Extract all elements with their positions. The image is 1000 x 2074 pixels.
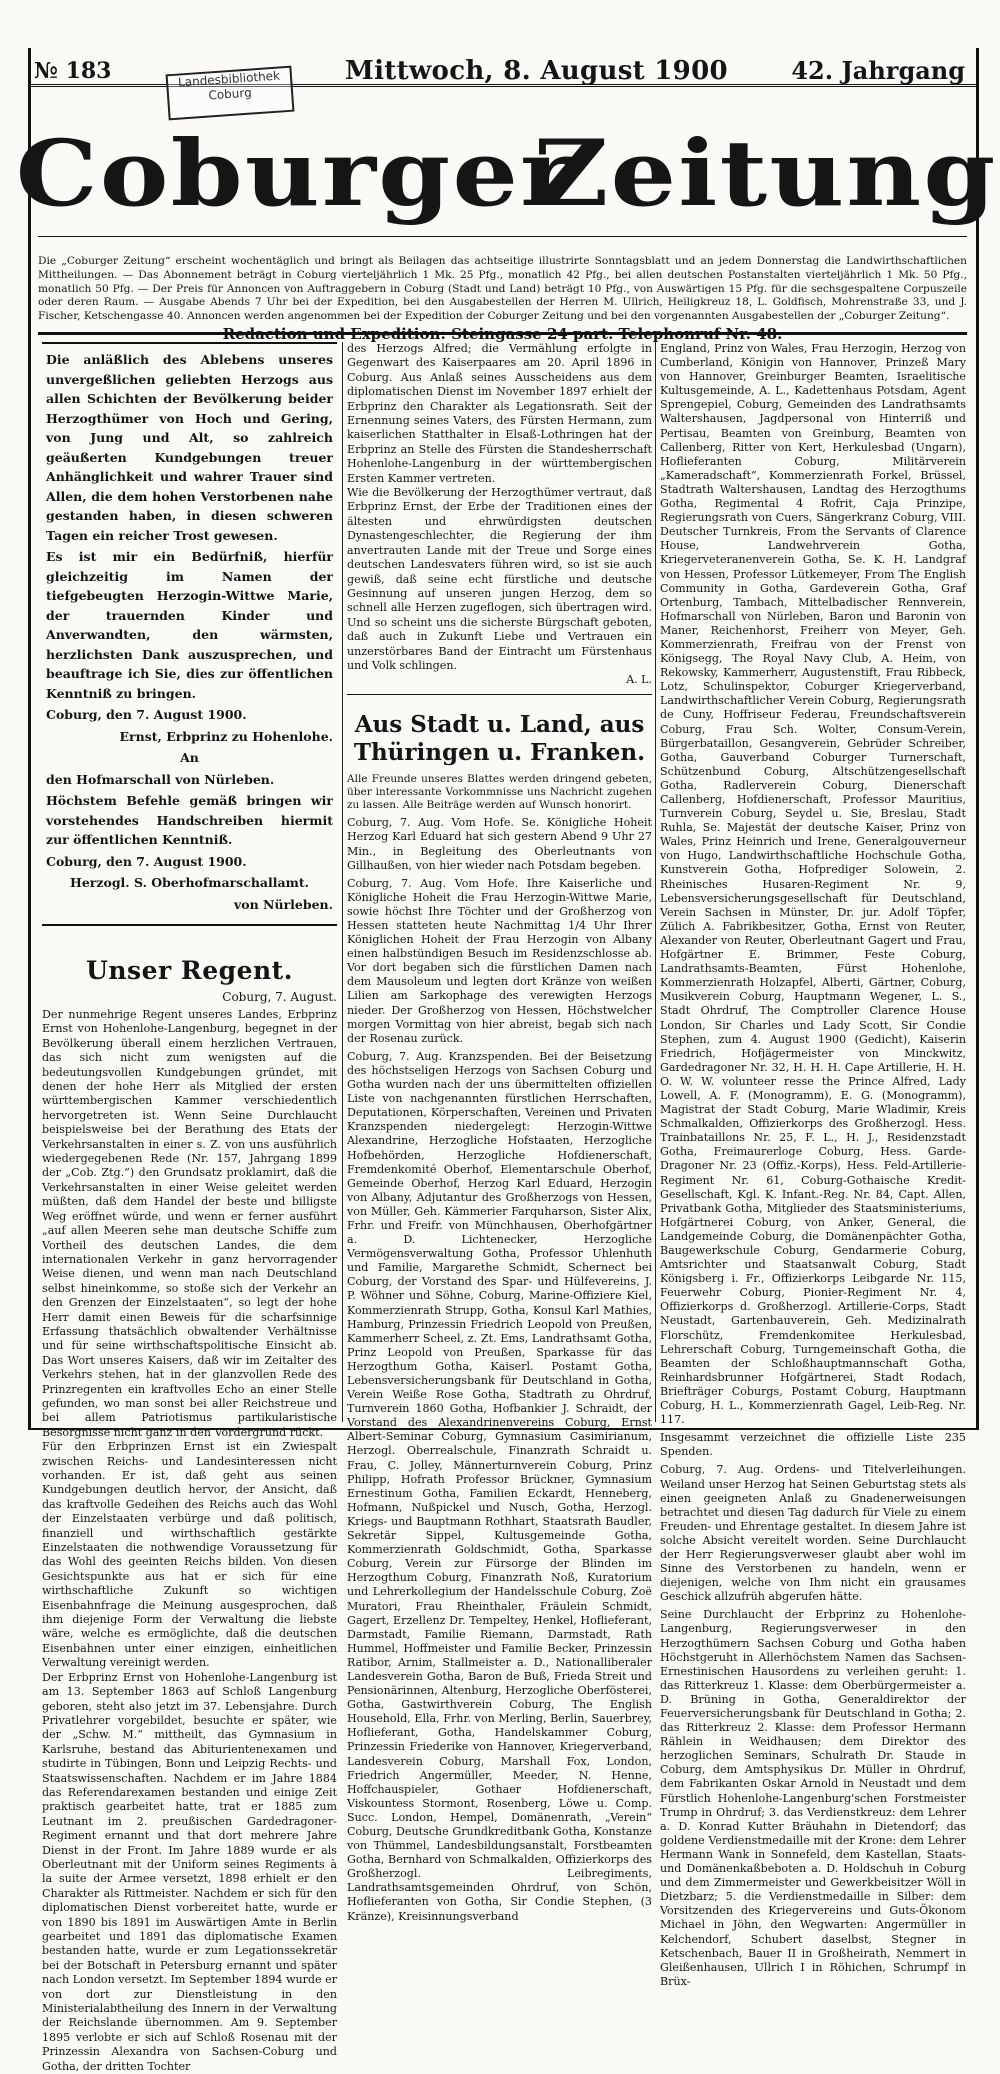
column-divider-1 — [342, 342, 343, 1422]
editorial-address: Redaction und Expedition: Steingasse 24 part. Telephonruf Nr. 48. — [222, 324, 783, 343]
subscription-text: Die „Coburger Zeitung“ erscheint wochentäglich und bringt als Beilagen das achtseitige illustrirte Sonntagsblatt und an jedem Donnerstag die Landwirthschaftlichen Mittheilungen. — Das Abonnement beträgt in Coburg vierteljährlich 1 Mk. 25 Pfg., monatlich 42 Pfg., bei allen deutschen Postanstalten vierteljährlich 1 Mk. 50 Pfg., monatlich 50 Pfg. — Der Preis für Annoncen von Auftraggebern in Coburg (Stadt und Land) beträgt 10 Pfg., von Auswärtigen 15 Pfg. für die sechsgespaltene Corpuszeile oder deren Raum. — Ausgabe Abends 7 Uhr bei der Expedition, bei den Ausgabestellen der Herren M. Ullrich, Heiligkreuz 18, L. Goldfisch, Mohrenstraße 33, und J. Fischer, Ketschengasse 40. Annoncen werden angenommen bei der Expedition der Coburger Zeitung und bei den vorgenannten Ausgabestellen der „Coburger Zeitung“. — [38, 255, 967, 323]
official-announcement — [42, 342, 337, 926]
column-3 — [660, 342, 966, 1988]
article-paragraph-3: Der Erbprinz Ernst von Hohenlohe-Langenburg ist am 13. September 1863 auf Schloß Langenburg geboren, steht also jetzt im 37. Lebensjahre. Durch Privatlehrer vorgebildet, besuchte er später, wie der „Schw. M.“ mittheilt, das Gymnasium in Karlsruhe, bestand das Abiturientenexamen und studirte in Tübingen, Bonn und Leipzig Rechts- und Staatswissenschaften. Nachdem er im Jahre 1884 das Referendarexamen bestanden und einige Zeit praktisch gearbeitet hatte, trat er 1885 zum Leutnant im 2. preußischen Gardedragoner-Regiment ernannt und that dort mehrere Jahre Dienst in der Front. Im Jahre 1889 wurde er als Oberleutnant mit der Uniform seines Regiments à la suite der Armee versetzt, 1898 erhielt er den Charakter als Rittmeister. Nachdem er sich für den diplomatischen Dienst vorbereitet hatte, wurde er von 1890 bis 1891 im Auswärtigen Amte in Berlin gearbeitet und 1891 das diplomatische Examen bestanden hatte, wurde er zum Legationssekretär bei der Botschaft in Petersburg ernannt und später nach London versetzt. Im September 1894 wurde er von dort zur Dienstleistung in den Ministerialabtheilung des Innern in der Verwaltung der Reichslande übernommen. Am 9. September 1895 verlobte er sich auf Schloß Rosenau mit der Prinzessin Alexandra von Sachsen-Coburg und Gotha, der dritten Tochter — [42, 1670, 337, 2073]
stamp-line-1: Landesbibliothek — [177, 68, 281, 90]
title-left: Coburger — [15, 121, 577, 227]
announcement-date-1: Coburg, den 7. August 1900. — [46, 707, 247, 722]
local-news-heading: Aus Stadt u. Land, aus Thüringen u. Franken. — [353, 711, 646, 767]
announcement-paragraph-2: Es ist mir ein Bedürfniß, hierfür gleichzeitig im Namen der tiefgebeugten Herzogin-Wittwe Marie, der trauernden Kinder und Anverwandten, den wärmsten, herzlichsten Dank auszusprechen, und beauftrage ich Sie, dies zur öffentlichen Kenntniß zu bringen. — [46, 549, 333, 701]
news-item-court-2: Coburg, 7. Aug. Vom Hofe. Ihre Kaiserliche und Königliche Hoheit die Frau Herzogin-Wittwe Marie, sowie höchst Ihre Töchter und der Großherzog von Hessen statteten heute Nachmittag 1/4 Uhr Ihrer Königlichen Hoheit der Frau Herzogin von Albany einen halbstündigen Besuch im Residenzschlosse ab. Vor dort begaben sich die fürstlichen Damen nach dem Mausoleum und legten dort Kränze von weißen Lilien am Sarkophage des verewigten Herzogs nieder. Der Großherzog von Hessen, Höchstwelcher morgen Vormittag von hier abreist, begab sich nach der Rosenau zurück. — [347, 876, 652, 1045]
article-paragraph-1: Der nunmehrige Regent unseres Landes, Erbprinz Ernst von Hohenlohe-Langenburg, begegnet in der Bevölkerung überall einem herzlichen Vertrauen, das sich nicht zum wenigsten auf die bedeutungsvollen Kundgebungen gründet, mit denen der hohe Herr als Mitglied der ersten württembergischen Kammer verschiedentlich hervorgetreten ist. Wenn Seine Durchlaucht beispielsweise bei der Berathung des Etats der Verkehrsanstalten in einer s. Z. von uns ausführlich wiedergegebenen Rede (Nr. 157, Jahrgang 1899 der „Cob. Ztg.“) den Grundsatz proklamirt, daß die Verkehrsanstalten in einer Weise geleitet werden müßten, daß dem Handel der beste und billigste Weg eröffnet würde, und wenn er ferner ausführt „auf allen Meeren sehe man deutsche Schiffe zum Vortheil des deutschen Landes, die dem internationalen Verkehr in ganz hervorragender Weise dienen, und wenn man nach Deutschland selbst hineinkomme, so stoße sich der Verkehr an den Grenzen der Einzelstaaten“, so legt der hohe Herr damit einen Beweis für die scharfsinnige Erfassung thatsächlich obwaltender Verhältnisse und für seine wirthschaftspolitische Einsicht ab. Das Wort unseres Kaisers, daß wir im Zeitalter des Verkehrs stehen, hat in der glanzvollen Rede des Prinzregenten ein kraftvolles Echo an einer Stelle gefunden, wo man sonst bei aller Reichstreue und bei allem Patriotismus partikularistische Besorgnisse nicht ganz in den Vordergrund rückt. — [42, 1008, 337, 1439]
article-continuation-1: des Herzogs Alfred; die Vermählung erfolgte in Gegenwart des Kaiserpaares am 20. April 1896 in Coburg. Aus Anlaß seines Ausscheidens aus dem diplomatischen Dienst im November 1897 erhielt der Erbprinz den Charakter als Legationsrath. Seit der Ernennung seines Vaters, des Fürsten Hermann, zum kaiserlichen Statthalter in Elsaß-Lothringen hat der Erbprinz an Stelle des Fürsten die Standesherrschaft Hohenlohe-Langenburg in der württembergischen Ersten Kammer vertreten. — [347, 342, 652, 485]
news-item-wreaths: Coburg, 7. Aug. Kranzspenden. Bei der Beisetzung des höchstseligen Herzogs von Sachsen Coburg und Gotha wurden nach der uns übermittelten offiziellen Liste von nachgenannten fürstlichen Herrschaften, Deputationen, Körperschaften, Vereinen und Privaten Kranzspenden niedergelegt: Herzogin-Wittwe Alexandrine, Herzogliche Hofstaaten, Herzogliche Hofbehörden, Herzogliche Hofdienerschaft, Fremdenkomité Oberhof, Elementarschule Oberhof, Gemeinde Oberhof, Herzog Karl Eduard, Herzogin von Albany, Adjutantur des Großherzogs von Hessen, von Müller, Geh. Kämmerier Farquharson, Sister Alix, Frhr. und Freifr. von Münchhausen, Oberhofgärtner a. D. Lichtenecker, Herzogliche Vermögensverwaltung Gotha, Professor Uhlenhuth und Familie, Margarethe Schmidt, Schernect bei Coburg, der Vorstand des Spar- und Hülfevereins, J. P. Wöhner und Söhne, Coburg, Marine-Offiziere Kiel, Kommerzienrath Strupp, Gotha, Konsul Karl Mathies, Hamburg, Prinzessin Friedrich Leopold von Preußen, Kammerherr Scheel, z. Zt. Ems, Landrathsamt Gotha, Prinz Leopold von Preußen, Sparkasse für das Herzogthum Gotha, Kaiserl. Postamt Gotha, Lebensversicherungsbank für Deutschland in Gotha, Verein Weiße Rose Gotha, Stadtrath zu Ohrdruf, Turnverein 1860 Gotha, Hofbankier J. Schraidt, der Vorstand des Alexandrinenvereins Coburg, Ernst Albert-Seminar Coburg, Gymnasium Casimirianum, Herzogl. Oberrealschule, Finanzrath Schraidt u. Frau, C. Jolley, Männerturnverein Coburg, Prinz Philipp, Hofrath Professor Brückner, Gymnasium Ernestinum Gotha, Familien Eckardt, Henneberg, Hofmann, Nußpickel und Nusch, Gotha, Herzogl. Kriegs- und Bauptmann Rothhart, Staatsrath Baudler, Sekretär Sippel, Kultusgemeinde Gotha, Kommerzienrath Goldschmidt, Gotha, Sparkasse Coburg, Verein zur Fürsorge der Blinden im Herzogthum Coburg, Finanzrath Noß, Kuratorium und Lehrerkollegium der Handelsschule Coburg, Zoë Muratori, Frau Rheinthaler, Fräulein Schmidt, Gagert, Erzellenz Dr. Tempeltey, Henkel, Hoflieferant, Darmstadt, Familie Riemann, Darmstadt, Rath Hummel, Hoffmeister und Familie Becker, Prinzessin Ratibor, Arnim, Stallmeister a. D., Nationalliberaler Landesverein Gotha, Baron de Buß, Frieda Streit und Pensionärinnen, Altenburg, Herzogliche Oberfösterei, Gotha, Gastwirthverein Coburg, The English Household, Ella, Frhr. von Merling, Berlin, Sauerbrey, Hoflieferant, Gotha, Handelskammer Coburg, Prinzessin Friederike von Hannover, Kriegerverband, Landesverein Coburg, Marshall Fox, London, Friedrich Angermüller, Meeder, N. Henne, Hoffchauspieler, Gothaer Hofdienerschaft, Viskountess Stormont, Rosenberg, Löwe u. Comp. Succ. London, Hempel, Domänenrath, „Verein“ Coburg, Deutsche Grundkreditbank Gotha, Konstanze von Thümmel, Landesbildungsanstalt, Forstbeamten Gotha, Bernhard von Schmalkalden, Offizierkorps des Großherzogl. Leibregiments, Landrathsamtsgemeinden Ohrdruf, von Schön, Hoflieferanten von Gotha, Sir Condie Stephen, (3 Kränze), Kreisinnungsverband — [347, 1049, 652, 1923]
article-paragraph-2: Für den Erbprinzen Ernst ist ein Zwiespalt zwischen Reichs- und Landesinteressen nicht vorhanden. Er ist, daß geht aus seinen Kundgebungen deutlich hervor, der Ansicht, daß das kraftvolle Gedeihen des Reichs auch das Wohl der Einzelstaaten verbürge und daß politisch, finanziell und wirthschaftlich gestärkte Einzelstaaten die nothwendige Voraussetzung für das Wohl des geeinten Reichs bilden. Von diesen Gesichtspunkte aus hat er sich für eine wirthschaftliche Zukunft so wichtigen Eisenbahnfrage die Meinung ausgesprochen, daß ihm diejenige Form der Verwaltung die liebste wäre, welche es ermöglichte, daß die deutschen Eisenbahnen unter einer einzigen, einheitlichen Verwaltung vereinigt werden. — [42, 1440, 337, 1670]
issue-number: № 183 — [34, 58, 112, 84]
article-author: A. L. — [626, 673, 652, 687]
announcement-paragraph-1: Die anläßlich des Ablebens unseres unvergeßlichen geliebten Herzogs aus allen Schichten der Bevölkerung beider Herzogthümer von Hoch und Gering, von Jung und Alt, so zahlreich geäußerten Kundgebungen treuer Anhänglichkeit und wahrer Trauer sind Allen, die dem hohen Verstorbenen nahe gestanden haben, in diesen schweren Tagen ein reicher Trost gewesen. — [46, 352, 333, 543]
wreath-list-total: Insgesammt verzeichnet die offizielle Liste 235 Spenden. — [660, 1431, 966, 1459]
article-dateline: Coburg, 7. August. — [222, 990, 337, 1004]
reader-notice: Alle Freunde unseres Blattes werden dringend gebeten, über interessante Vorkommnisse uns Nachricht zugehen zu lassen. Alle Beiträge werden auf Wunsch honorirt. — [347, 773, 652, 812]
wreath-list-continuation: England, Prinz von Wales, Frau Herzogin, Herzog von Cumberland, Königin von Hannover, Prinzeß Mary von Hannover, Greinburger Beamten, Israelitische Kultusgemeinde, A. L., Kadettenhaus Potsdam, Agent Sprengepiel, Coburg, Gemeinden des Landrathsamts Waltershausen, Jagdpersonal von Hinterriß und Pertisau, Beamten von Greinburg, Beamten von Callenberg, Ritter von Kert, Herkulesbad (Ungarn), Hoflieferanten Coburg, Militärverein „Kameradschaft“, Kommerzienrath Forkel, Brüssel, Stadtrath Waltershausen, Landtag des Herzogthums Gotha, Regimental 4 Rofrit, Caja Prinzipe, Regierungsrath von Cuers, Sängerkranz Coburg, VIII. Deutscher Turnkreis, From the Servants of Clarence House, Landwehrverein Gotha, Kriegerveteranenverein Gotha, Se. K. H. Landgraf von Hessen, Professor Lütkemeyer, From The English Community in Gotha, Gardeverein Gotha, Graf Ortenburg, Tambach, Mittelbadischer Rennverein, Hofmarschall von Nürleben, Baron und Baronin von Maner, Reichenhorst, Freiherr von Meyer, Geh. Kommerzienrath, Freifrau von der Frenst von Königsegg, The Royal Navy Club, A. Heim, von Rekowsky, Kammerherr, Augustenstift, Frau Ribbeck, Lotz, Schulinspektor, Coburger Kriegerverband, Landwirthschaftlicher Verein Coburg, Regierungsrath de Cuny, Hoffriseur Federau, Freundschaftsverein Coburg, Frau Sch. Wolter, Consum-Verein, Bürgerbataillon, Gesangverein, Gebrüder Schreiber, Gotha, Gauverband Coburger Turnerschaft, Schützenbund Coburg, Altschützengesellschaft Gotha, Radlerverein Coburg, Dienerschaft Callenberg, Hofdienerschaft, Professor Mauritius, Turnverein Coburg, Seydel u. Sie, Breslau, Stadt Ruhla, Se. Majestät der deutsche Kaiser, Prinz von Wales, Prinz Heinrich und Irene, Generalgouverneur von Hugo, Landwirthschaftliche Hochschule Gotha, Kunstverein Gotha, Hofprediger Solowein, 2. Rheinisches Husaren-Regiment Nr. 9, Lebensversicherungsgesellschaft für Deutschland, Verein Sachsen in Münster, Dr. jur. Adolf Töpfer, Zülich A. Fabrikbesitzer, Gotha, Ernst von Reuter, Alexander von Reuter, Oberleutnant Gagert und Frau, Hofgärtner E. Brimmer, Feste Coburg, Landrathsamts-Beamten, Fürst Hohenlohe, Kommerzienrath Holzapfel, Alberti, Gärtner, Coburg, Musikverein Coburg, Hauptmann Wegener, L. S., Stadt Ohrdruf, The Comptroller Clarence House London, Sir Charles und Lady Scott, Sir Condie Stephen, zum 4. August 1900 (Gedicht), Kaiserin Friedrich, Hofjägermeister von Minckwitz, Gardedragoner Nr. 32, H. H. H. Cape Artillerie, H. H. O. W. W. volunteer resse the Prince Alfred, Lady Lowell, A. F. (Monogramm), E. G. (Monogramm), Magistrat der Stadt Coburg, Marie Wladimir, Kreis Schmalkalden, Offizierkorps des Großherzogl. Hess. Trainbataillons Nr. 25, F. L., H. J., Residenzstadt Gotha, Freimaurerloge Coburg, Hess. Garde-Dragoner Nr. 23 (Offiz.-Korps), Hess. Feld-Artillerie-Regiment Nr. 61, Coburg-Gothaische Kredit-Gesellschaft, Kgl. K. Infant.-Reg. Nr. 84, Capt. Allen, Privatbank Gotha, Mitglieder des Staatsministeriums, Hofgärtnerei Coburg, von Anker, General, die Landgemeinde Coburg, die Domänenpächter Gotha, Baugewerkschule Coburg, Gendarmerie Coburg, Amtsrichter und Staatsanwalt Coburg, Stadt Königsberg i. Fr., Offizierkorps Leibgarde Nr. 115, Feuerwehr Coburg, Pionier-Regiment Nr. 4, Offizierkorps d. Großherzogl. Artillerie-Corps, Stadt Neustadt, Gartenbauverein, Geh. Medizinalrath Florschütz, Fremdenkomitee Herkulesbad, Lehrerschaft Coburg, Turngemeinschaft Gotha, die Beamten der Schloßhauptmannschaft Gotha, Reinhardsbrunner Hofgärtnerei, Stadt Rodach, Briefträger Coburgs, Postamt Coburg, Hauptmann Coburg, H. L., Kommerzienrath Gagel, Leib-Reg. Nr. 117. — [660, 342, 966, 1427]
masthead-rule — [38, 236, 967, 237]
library-stamp — [166, 66, 295, 121]
volume-number: 42. Jahrgang — [791, 56, 965, 85]
issue-date: Mittwoch, 8. August 1900 — [345, 56, 728, 86]
announcement-signature-2: Herzogl. S. Oberhofmarschallamt. — [70, 875, 309, 890]
notice-rule — [38, 332, 967, 335]
announcement-recipient: den Hofmarschall von Nürleben. — [46, 771, 275, 787]
newspaper-title — [15, 121, 998, 227]
announcement-date-2: Coburg, den 7. August 1900. — [46, 853, 247, 869]
news-item-orders: Coburg, 7. Aug. Ordens- und Titelverleihungen. Weiland unser Herzog hat Seinen Geburtstag stets als einen geeigneten Anlaß zu Gnadenerweisungen betrachtet und diesen Tag dadurch für Viele zu einem Freuden- und Ehrentage gestaltet. In diesem Jahre ist solche Absicht vereitelt worden. Seine Durchlaucht der Herr Regierungsverweser glaubt aber wohl im Sinne des Verstorbenen zu handeln, wenn er diejenigen, welche von Ihm nicht ein grausames Geschick allzufrüh abgerufen hätte. — [660, 1463, 966, 1604]
announcement-paragraph-3: Höchstem Befehle gemäß bringen wir vorstehendes Handschreiben hiermit zur öffentlichen Kenntniß. — [46, 793, 333, 847]
announcement-signature-3: von Nürleben. — [234, 896, 333, 912]
announcement-an: An — [180, 750, 199, 765]
news-item-court: Coburg, 7. Aug. Vom Hofe. Se. Königliche Hoheit Herzog Karl Eduard hat sich gestern Abend 9 Uhr 27 Min., in Begleitung des Oberleutnants von Gillhaußen, von hier wieder nach Potsdam begeben. — [347, 816, 652, 872]
column-divider-2 — [655, 342, 656, 1422]
title-right: Zeitung — [533, 121, 998, 227]
news-item-awards: Seine Durchlaucht der Erbprinz zu Hohenlohe-Langenburg, Regierungsverweser in den Herzogthümern Sachsen Coburg und Gotha haben Höchstgeruht in Allerhöchstem Namen das Sachsen-Ernestinischen Hausordens zu verleihen geruht: 1. das Ritterkreuz 1. Klasse: dem Oberbürgermeister a. D. Brüning in Gotha, Generaldirektor der Feuerversicherungsbank für Deutschland in Gotha; 2. das Ritterkreuz 2. Klasse: dem Professor Hermann Rählein in Weidhausen; dem Direktor des herzoglichen Seminars, Schulrath Dr. Staude in Coburg, dem Amtsphysikus Dr. Müller in Ohrdruf, dem Fabrikanten Oskar Arnold in Neustadt und dem Fürstlich Hohenlohe-Langenburg'schen Forstmeister Trump in Ohrdruf; 3. das Verdienstkreuz: dem Lehrer a. D. Konrad Kutter Bräuhahn in Dietendorf; das goldene Verdienstmedaille mit der Krone: dem Lehrer Hermann Wank in Sonnefeld, dem Kastellan, Staats- und Domänenkaßbeboten a. D. Holdschuh in Coburg und dem Zimmermeister und Gewerkbeisitzer Wöll in Dietzbarz; 5. die Verdienstmedaille in Silber: dem Vorsitzenden des Kriegervereins und Guts-Ökonom Michael in Jöhn, den Wegwarten: Angermüller in Kelchendorf, Schubert daselbst, Stegner in Ketschenbach, Bauer II in Großheirath, Nemmert in Gleißenhausen, Ullrich I in Röhichen, Schrumpf in Brüx- — [660, 1608, 966, 1988]
column-1 — [42, 342, 337, 2073]
article-continuation-2: Wie die Bevölkerung der Herzogthümer vertraut, daß Erbprinz Ernst, der Erbe der Traditionen eines der ältesten und ehrwürdigsten deutschen Dynastengeschlechter, die Regierung der ihm anvertrauten Lande mit der Treue und Sorge eines deutschen Landesvaters führen wird, so ist sie auch gewiß, daß seine echt fürstliche und deutsche Gesinnung auf unseren jungen Herzog, dem so schnell alle Herzen zugeflogen, sich übertragen wird. Und so scheint uns die sicherste Bürgschaft geboten, daß auch in Zukunft Liebe und Vertrauen ein unzerstörbares Band der Eintracht um Fürstenhaus und Volk schlingen. — [347, 486, 652, 672]
announcement-signature-1: Ernst, Erbprinz zu Hohenlohe. — [119, 728, 333, 744]
stamp-line-2: Coburg — [207, 85, 253, 103]
column-2 — [347, 342, 652, 1923]
subscription-notice — [38, 255, 967, 342]
article-headline: Unser Regent. — [86, 956, 293, 985]
section-rule — [347, 694, 652, 695]
